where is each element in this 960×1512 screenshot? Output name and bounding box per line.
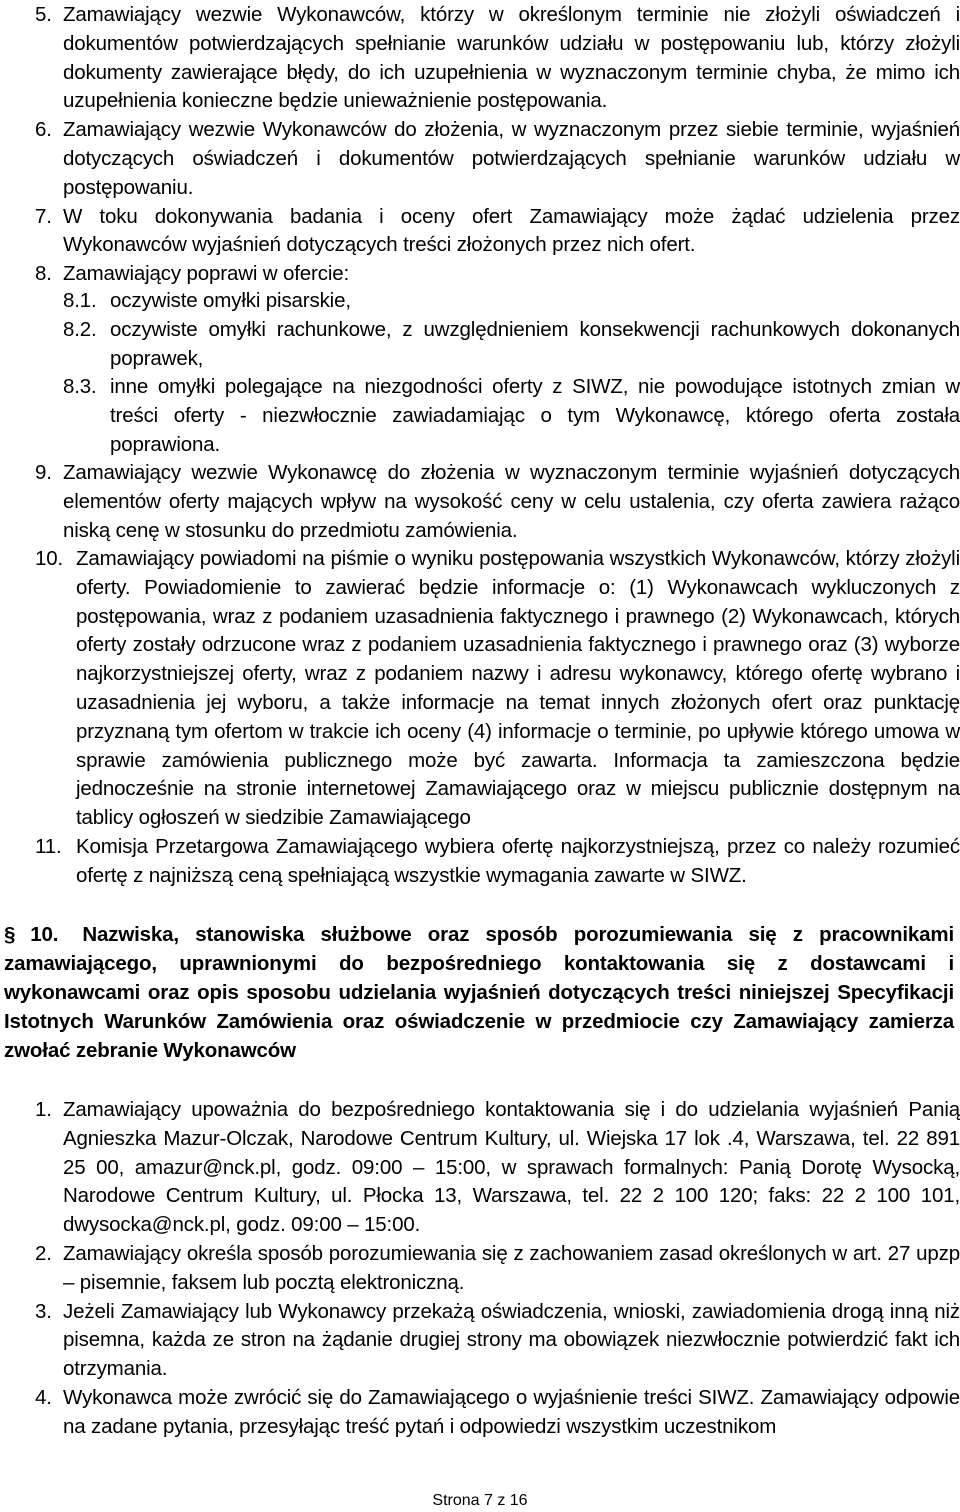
list-text: W toku dokonywania badania i oceny ofert Zamawiający może żądać udzielenia przez Wykonawców wyjaśnień dotyczących treści złożonych przez nich ofert. — [63, 204, 960, 257]
list-item — [0, 1298, 960, 1384]
list-number: 6. — [35, 118, 52, 142]
sub-list-text: inne omyłki polegające na niezgodności oferty z SIWZ, nie powodujące istotnych zmian w treści oferty - niezwłocznie zawiadamiając o tym Wykonawcę, którego oferta została poprawiona. — [110, 375, 960, 456]
list-number: 4. — [35, 1385, 52, 1409]
section-title: Nazwiska, stanowiska służbowe oraz sposób porozumiewania się z pracownikami zamawiającego, uprawnionymi do bezpośredniego kontaktowania się z dostawcami i wykonawcami oraz opis sposobu udzielania wyjaśnień dotyczących treści niniejszej Specyfikacji Istotnych Warunków Zamówienia oraz oświadczenie w przedmiocie czy Zamawiający zamierza zwołać zebranie Wykonawców — [4, 923, 954, 1062]
list-text: Zamawiający określa sposób porozumiewania się z zachowaniem zasad określonych w art. 27 upzp – pisemnie, faksem lub pocztą elektroniczną. — [63, 1241, 960, 1294]
sub-list-item — [0, 287, 960, 316]
list-text: Jeżeli Zamawiający lub Wykonawcy przekażą oświadczenia, wnioski, zawiadomienia drogą inną niż pisemna, każda ze stron na żądanie drugiej strony ma obowiązek niezwłocznie potwierdzić fakt ich otrzymania. — [63, 1299, 960, 1381]
list-item — [0, 1, 960, 116]
list-text: Zamawiający wezwie Wykonawcę do złożenia w wyznaczonym terminie wyjaśnień dotyczących elementów oferty mających wpływ na wysokość ceny w celu ustalenia, czy oferta zawiera rażąco niską cenę w stosunku do przedmiotu zamówienia. — [63, 461, 960, 542]
list-text: Komisja Przetargowa Zamawiającego wybiera ofertę najkorzystniejszą, przez co należy rozumieć ofertę z najniższą ceną spełniającą wszystkie wymagania zawarte w SIWZ. — [76, 834, 960, 887]
sub-list — [0, 287, 960, 460]
sub-list-item — [0, 373, 960, 459]
sub-list-number: 8.2. — [63, 317, 97, 341]
list-number: 5. — [35, 3, 52, 26]
list-number: 1. — [35, 1098, 52, 1121]
section-number: 10. — [30, 923, 59, 946]
list-item — [0, 1240, 960, 1298]
list-number: 10. — [35, 547, 64, 570]
list-item — [0, 203, 960, 261]
list-item — [0, 116, 960, 202]
list-number: 3. — [35, 1299, 52, 1323]
sub-list-number: 8.1. — [63, 289, 97, 312]
list-number: 9. — [35, 461, 52, 484]
sub-list-text: oczywiste omyłki pisarskie, — [110, 289, 351, 312]
sub-list-item — [0, 316, 960, 374]
list-number: 8. — [35, 262, 52, 286]
numbered-list-items-10-11 — [0, 545, 960, 891]
list-number: 7. — [35, 204, 52, 228]
list-item — [0, 1384, 960, 1442]
list-text: Wykonawca może zwrócić się do Zamawiającego o wyjaśnienie treści SIWZ. Zamawiający odpowie na zadane pytania, przesyłając treść pytań i odpowiedzi wszystkim uczestnikom — [63, 1385, 960, 1438]
list-text: Zamawiający wezwie Wykonawców, którzy w określonym terminie nie złożyli oświadczeń i dokumentów potwierdzających spełnianie warunków udziału w postępowaniu lub, którzy złożyli dokumenty zawierające błędy, do ich uzupełnienia w wyznaczonym terminie chyba, że mimo ich uzupełnienia konieczne będzie unieważnienie postępowania. — [63, 3, 960, 113]
list-text: Zamawiający poprawi w ofercie: — [63, 262, 350, 286]
section-heading — [4, 920, 954, 1065]
numbered-list-item-9 — [0, 459, 960, 545]
sub-list-number: 8.3. — [63, 375, 97, 399]
numbered-list-top — [0, 1, 960, 289]
list-item — [0, 833, 960, 891]
list-text: Zamawiający wezwie Wykonawców do złożenia, w wyznaczonym przez siebie terminie, wyjaśnień dotyczących oświadczeń i dokumentów potwierdzających spełnianie warunków udziału w postępowaniu. — [63, 118, 960, 199]
page-footer — [0, 1491, 960, 1511]
list-item — [0, 459, 960, 545]
page-number-label: Strona 7 z 16 — [432, 1492, 528, 1509]
numbered-list-bottom — [0, 1096, 960, 1442]
section-symbol: § — [4, 923, 16, 946]
list-number: 2. — [35, 1241, 52, 1265]
list-number: 11. — [35, 834, 62, 858]
list-text: Zamawiający upoważnia do bezpośredniego kontaktowania się i do udzielania wyjaśnień Panią Agnieszka Mazur-Olczak, Narodowe Centrum Kultury, ul. Wiejska 17 lok .4, Warszawa, tel. 22 891 25 00, amazur@nck.pl, godz. 09:00 – 15:00, w sprawach formalnych: Panią Dorotę Wysocką, Narodowe Centrum Kultury, ul. Płocka 13, Warszawa, tel. 22 2 100 120; faks: 22 2 100 101, dwysocka@nck.pl, godz. 09:00 – 15:00. — [63, 1098, 960, 1237]
list-item — [0, 1096, 960, 1240]
list-item — [0, 545, 960, 833]
list-text: Zamawiający powiadomi na piśmie o wyniku postępowania wszystkich Wykonawców, którzy złożyli oferty. Powiadomienie to zawierać będzie informacje o: (1) Wykonawcach wykluczonych z postępowania, wraz z podaniem uzasadnienia faktycznego i prawnego (2) Wykonawcach, których oferty zostały odrzucone wraz z podaniem uzasadnienia faktycznego i prawnego oraz (3) wyborze najkorzystniejszej oferty, wraz z podaniem nazwy i adresu wykonawcy, którego ofertę wybrano i uzasadnienia jej wyboru, a także informacje na temat innych złożonych ofert oraz punktację przyznaną tym ofertom w trakcie ich oceny (4) informacje o terminie, po upływie którego umowa w sprawie zamówienia publicznego może być zawarta. Informacja ta zamieszczona będzie jednocześnie na stronie internetowej Zamawiającego oraz w miejscu publicznie dostępnym na tablicy ogłoszeń w siedzibie Zamawiającego — [76, 547, 960, 830]
sub-list-text: oczywiste omyłki rachunkowe, z uwzględnieniem konsekwencji rachunkowych dokonanych poprawek, — [110, 317, 960, 370]
list-item — [0, 260, 960, 289]
